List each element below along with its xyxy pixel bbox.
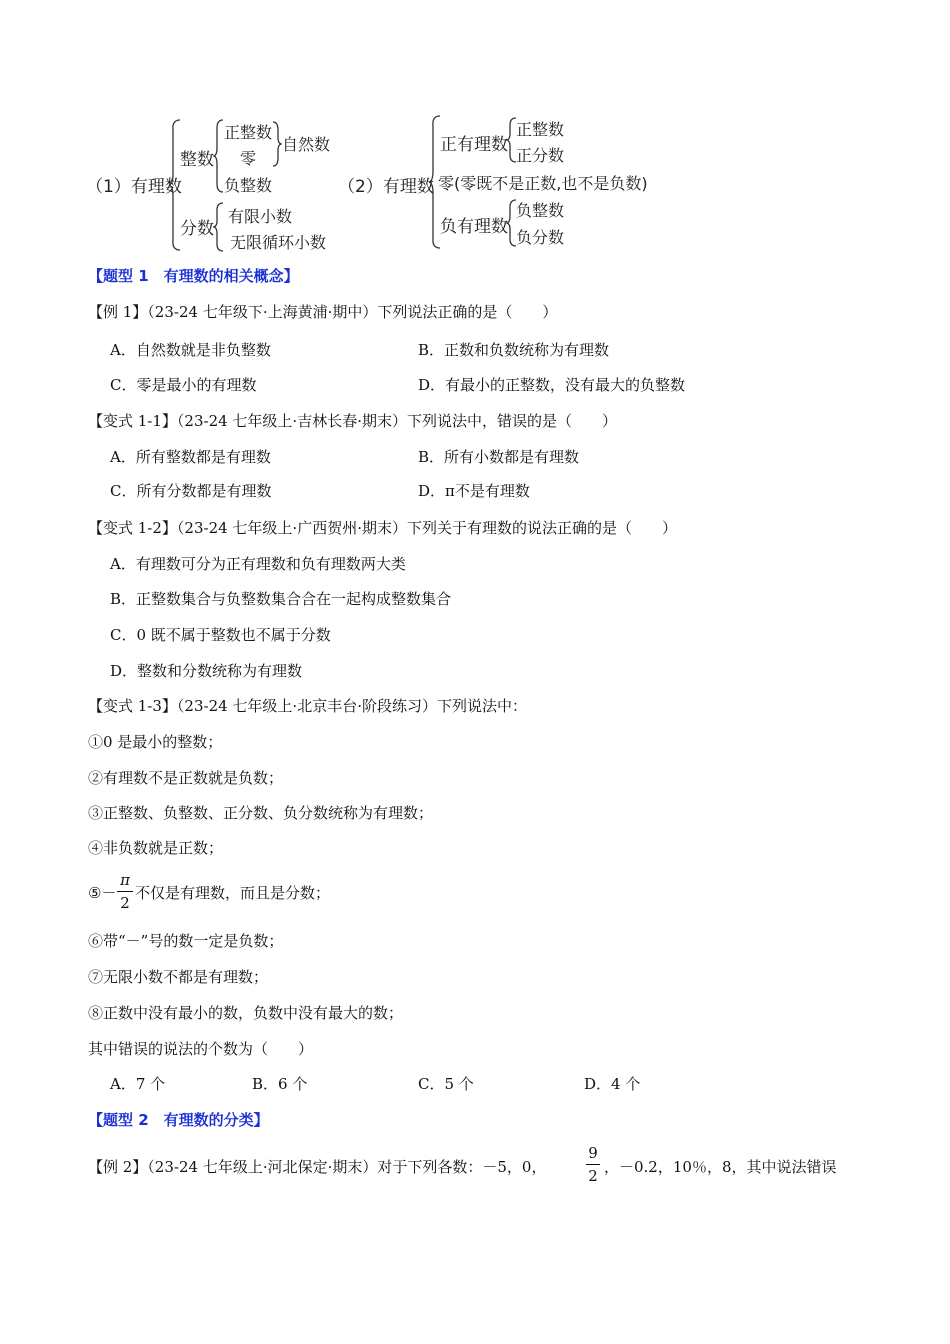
statement-5-suffix: 不仅是有理数，而且是分数； — [135, 884, 331, 902]
diagram2-zero-note: 零(零既不是正数,也不是负数) — [438, 174, 648, 193]
variant-1-1-option-b: B．所有小数都是有理数 — [418, 448, 580, 466]
statement-8: ⑧正数中没有最小的数，负数中没有最大的数； — [88, 1004, 404, 1022]
diagram1-zero: 零 — [240, 149, 257, 168]
example-1-option-d: D．有最小的正整数，没有最大的负整数 — [418, 376, 686, 394]
example-1-option-c: C．零是最小的有理数 — [110, 376, 257, 394]
diagram1-natural-brace — [272, 120, 282, 168]
variant-1-3-option-d: D．4 个 — [584, 1075, 641, 1093]
variant-1-3-option-a: A．7 个 — [110, 1075, 166, 1093]
diagram2-positive-integer: 正整数 — [516, 120, 565, 139]
statement-6: ⑥带“－”号的数一定是负数； — [88, 932, 284, 950]
diagram2-negative-fraction: 负分数 — [516, 228, 565, 247]
statement-4: ④非负数就是正数； — [88, 839, 224, 857]
diagram2-positive-rational: 正有理数 — [440, 135, 508, 155]
variant-1-1-option-a: A．所有整数都是有理数 — [110, 448, 271, 466]
diagram1-natural-number: 自然数 — [282, 135, 331, 154]
variant-1-3-option-b: B．6 个 — [252, 1075, 308, 1093]
example-2-suffix: ，－0.2，10％，8，其中说法错误 — [604, 1158, 837, 1176]
fraction-denominator: 2 — [588, 1167, 598, 1185]
diagram2-negative-integer: 负整数 — [516, 201, 565, 220]
variant-1-3-option-c: C．5 个 — [418, 1075, 474, 1093]
statement-2: ②有理数不是正数就是负数； — [88, 769, 284, 787]
example-2-prefix: 【例 2】（23-24 七年级上·河北保定·期末）对于下列各数：－5，0， — [88, 1158, 547, 1176]
diagram1-integers: 整数 — [180, 150, 214, 170]
variant-1-1-stem: 【变式 1-1】（23-24 七年级上·吉林长春·期末）下列说法中，错误的是（ ） — [88, 412, 617, 430]
statement-5-prefix: ⑤－ — [88, 884, 117, 902]
variant-1-3-closing: 其中错误的说法的个数为（ ） — [88, 1040, 314, 1058]
diagram1-positive-integer: 正整数 — [224, 123, 273, 142]
pi-over-2-fraction — [117, 870, 133, 913]
variant-1-2-option-d: D．整数和分数统称为有理数 — [110, 662, 303, 680]
example-1-stem: 【例 1】（23-24 七年级下·上海黄浦·期中）下列说法正确的是（ ） — [88, 303, 558, 321]
fraction-bar — [586, 1164, 600, 1165]
diagram1-fraction-brace — [213, 201, 225, 253]
diagram1-repeating-decimal: 无限循环小数 — [230, 233, 327, 252]
diagram1-fractions: 分数 — [180, 219, 214, 239]
section-2-heading: 【题型 2 有理数的分类】 — [88, 1111, 269, 1129]
fraction-denominator: 2 — [120, 894, 130, 912]
statement-7: ⑦无限小数不都是有理数； — [88, 968, 269, 986]
example-1-option-b: B．正数和负数统称为有理数 — [418, 341, 610, 359]
variant-1-2-option-b: B．正整数集合与负整数集合合在一起构成整数集合 — [110, 590, 452, 608]
diagram1-negative-integer: 负整数 — [224, 176, 273, 195]
variant-1-2-option-c: C．0 既不属于整数也不属于分数 — [110, 626, 331, 644]
statement-3: ③正整数、负整数、正分数、负分数统称为有理数； — [88, 804, 434, 822]
variant-1-2-stem: 【变式 1-2】（23-24 七年级上·广西贺州·期末）下列关于有理数的说法正确的是（ ） — [88, 519, 677, 537]
diagram1-finite-decimal: 有限小数 — [228, 207, 293, 226]
fraction-bar — [117, 891, 133, 892]
section-1-heading: 【题型 1 有理数的相关概念】 — [88, 267, 299, 285]
variant-1-3-stem: 【变式 1-3】（23-24 七年级上·北京丰台·阶段练习）下列说法中： — [88, 697, 527, 715]
diagram1-prefix: （1）有理数 — [86, 177, 182, 197]
variant-1-1-option-d: D．π不是有理数 — [418, 482, 530, 500]
example-1-option-a: A．自然数就是非负整数 — [110, 341, 271, 359]
diagram2-negative-rational: 负有理数 — [440, 217, 508, 237]
fraction-numerator: π — [120, 871, 130, 889]
variant-1-1-option-c: C．所有分数都是有理数 — [110, 482, 272, 500]
diagram2-positive-fraction: 正分数 — [516, 146, 565, 165]
statement-1: ①0 是最小的整数； — [88, 733, 223, 751]
nine-halves-fraction — [586, 1143, 600, 1186]
diagram2-prefix: （2）有理数 — [338, 177, 434, 197]
variant-1-2-option-a: A．有理数可分为正有理数和负有理数两大类 — [110, 555, 406, 573]
fraction-numerator: 9 — [588, 1144, 598, 1162]
